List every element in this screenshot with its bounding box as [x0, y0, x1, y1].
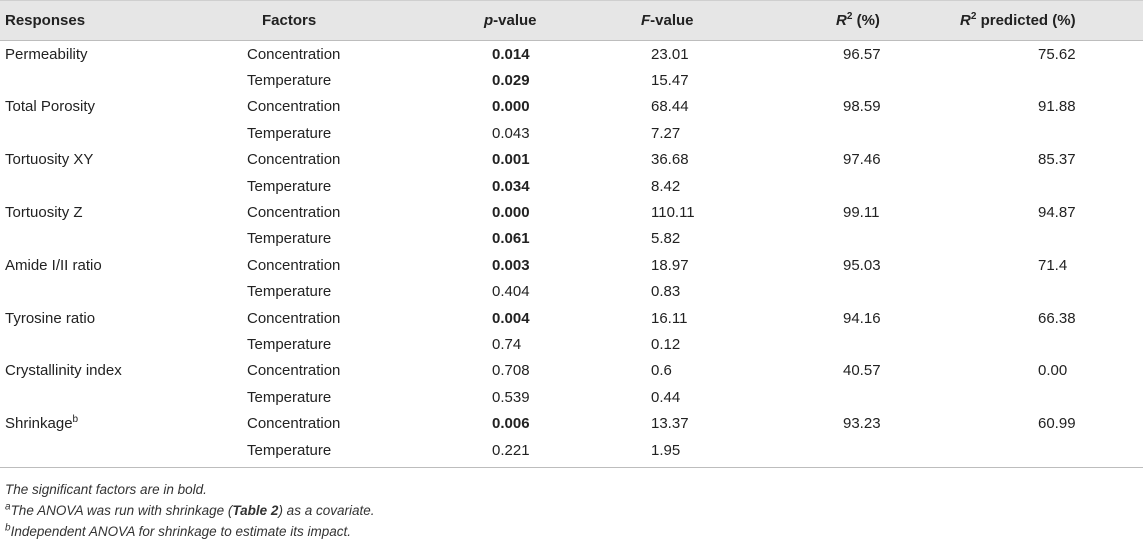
p-value-cell: 0.029 — [492, 72, 530, 90]
response-cell: Crystallinity index — [5, 362, 122, 380]
p-value-cell: 0.001 — [492, 151, 530, 169]
f-value-cell: 13.37 — [651, 415, 689, 433]
p-value-cell: 0.014 — [492, 45, 530, 63]
p-value-cell: 0.539 — [492, 388, 530, 406]
r2-predicted-cell: 75.62 — [1038, 45, 1076, 63]
header-responses: Responses — [5, 12, 86, 29]
response-cell: Permeability — [5, 45, 88, 63]
header-p-value: p-value — [484, 12, 537, 29]
table-row — [0, 358, 1143, 384]
table-row — [0, 437, 1143, 463]
factor-cell: Temperature — [247, 72, 332, 90]
table-row — [0, 41, 1143, 67]
factor-cell: Temperature — [247, 335, 332, 353]
p-value-cell: 0.004 — [492, 309, 530, 327]
p-value-cell: 0.000 — [492, 204, 530, 222]
footnote-b: $^b$Independent ANOVA for shrinkage to estimate its impact. — [5, 522, 351, 540]
factor-cell: Temperature — [247, 283, 332, 301]
footnote-significance: The significant factors are in bold. — [5, 482, 207, 498]
f-value-cell: 7.27 — [651, 124, 681, 142]
header-r2-predicted: $R^2$ predicted (%) — [960, 11, 1076, 29]
f-value-cell: 0.12 — [651, 335, 681, 353]
table-row — [0, 279, 1143, 305]
r2-cell: 99.11 — [843, 204, 880, 222]
p-value-cell: 0.221 — [492, 441, 530, 459]
table-row — [0, 252, 1143, 278]
factor-cell: Concentration — [247, 362, 341, 380]
table-row — [0, 173, 1143, 199]
table-row — [0, 410, 1143, 436]
p-value-cell: 0.000 — [492, 98, 530, 116]
f-value-cell: 36.68 — [651, 151, 689, 169]
table-row — [0, 94, 1143, 120]
table-row — [0, 120, 1143, 146]
p-value-cell: 0.034 — [492, 177, 530, 195]
r2-predicted-cell: 0.00 — [1038, 362, 1068, 380]
factor-cell: Concentration — [247, 204, 341, 222]
table-row — [0, 199, 1143, 225]
r2-cell: 95.03 — [843, 256, 881, 274]
response-cell: Tyrosine ratio — [5, 309, 96, 327]
footnote-marker: b — [72, 414, 79, 426]
table-row — [0, 226, 1143, 252]
f-value-cell: 23.01 — [651, 45, 689, 63]
r2-cell: 98.59 — [843, 98, 881, 116]
r2-predicted-cell: 60.99 — [1038, 415, 1076, 433]
p-value-cell: 0.74 — [492, 335, 522, 353]
f-value-cell: 5.82 — [651, 230, 681, 248]
response-cell: Tortuosity Z — [5, 204, 83, 222]
table-row — [0, 67, 1143, 93]
f-value-cell: 15.47 — [651, 72, 689, 90]
factor-cell: Concentration — [247, 256, 341, 274]
factor-cell: Temperature — [247, 388, 332, 406]
p-value-cell: 0.006 — [492, 415, 530, 433]
p-value-cell: 0.043 — [492, 124, 530, 142]
table-bottom-rule — [0, 467, 1143, 468]
f-value-cell: 110.11 — [651, 204, 695, 222]
factor-cell: Temperature — [247, 230, 332, 248]
r2-cell: 96.57 — [843, 45, 881, 63]
header-factors: Factors — [262, 12, 317, 29]
factor-cell: Temperature — [247, 177, 332, 195]
r2-predicted-cell: 71.4 — [1038, 256, 1068, 274]
table-footnotes — [0, 479, 1143, 542]
f-value-cell: 0.44 — [651, 388, 681, 406]
f-value-cell: 16.11 — [651, 309, 688, 327]
footnote-a: $^a$The ANOVA was run with shrinkage (Table 2) as a covariate. — [5, 501, 375, 519]
p-value-cell: 0.003 — [492, 256, 530, 274]
table-row — [0, 305, 1143, 331]
f-value-cell: 0.6 — [651, 362, 672, 380]
f-value-cell: 1.95 — [651, 441, 681, 459]
header-r2: $R^2$ (%) — [836, 11, 880, 29]
response-cell: Total Porosity — [5, 98, 96, 116]
r2-cell: 97.46 — [843, 151, 881, 169]
r2-predicted-cell: 94.87 — [1038, 204, 1076, 222]
r2-cell: 40.57 — [843, 362, 881, 380]
r2-predicted-cell: 91.88 — [1038, 98, 1076, 116]
r2-predicted-cell: 66.38 — [1038, 309, 1076, 327]
factor-cell: Concentration — [247, 98, 341, 116]
table-row — [0, 331, 1143, 357]
r2-predicted-cell: 85.37 — [1038, 151, 1076, 169]
table-header — [0, 0, 1143, 41]
p-value-cell: 0.404 — [492, 283, 530, 301]
factor-cell: Temperature — [247, 124, 332, 142]
table-row — [0, 384, 1143, 410]
response-cell: Shrinkage$^b$ — [5, 414, 79, 433]
r2-cell: 93.23 — [843, 415, 881, 433]
p-value-cell: 0.708 — [492, 362, 530, 380]
r2-cell: 94.16 — [843, 309, 881, 327]
f-value-cell: 0.83 — [651, 283, 681, 301]
table-body — [0, 41, 1143, 463]
table-row — [0, 147, 1143, 173]
factor-cell: Concentration — [247, 151, 341, 169]
factor-cell: Concentration — [247, 309, 341, 327]
f-value-cell: 8.42 — [651, 177, 681, 195]
header-f-value: F-value — [641, 12, 694, 29]
factor-cell: Concentration — [247, 45, 341, 63]
f-value-cell: 18.97 — [651, 256, 689, 274]
response-cell: Amide I/II ratio — [5, 256, 102, 274]
f-value-cell: 68.44 — [651, 98, 689, 116]
factor-cell: Concentration — [247, 415, 341, 433]
response-cell: Tortuosity XY — [5, 151, 94, 169]
factor-cell: Temperature — [247, 441, 332, 459]
p-value-cell: 0.061 — [492, 230, 530, 248]
